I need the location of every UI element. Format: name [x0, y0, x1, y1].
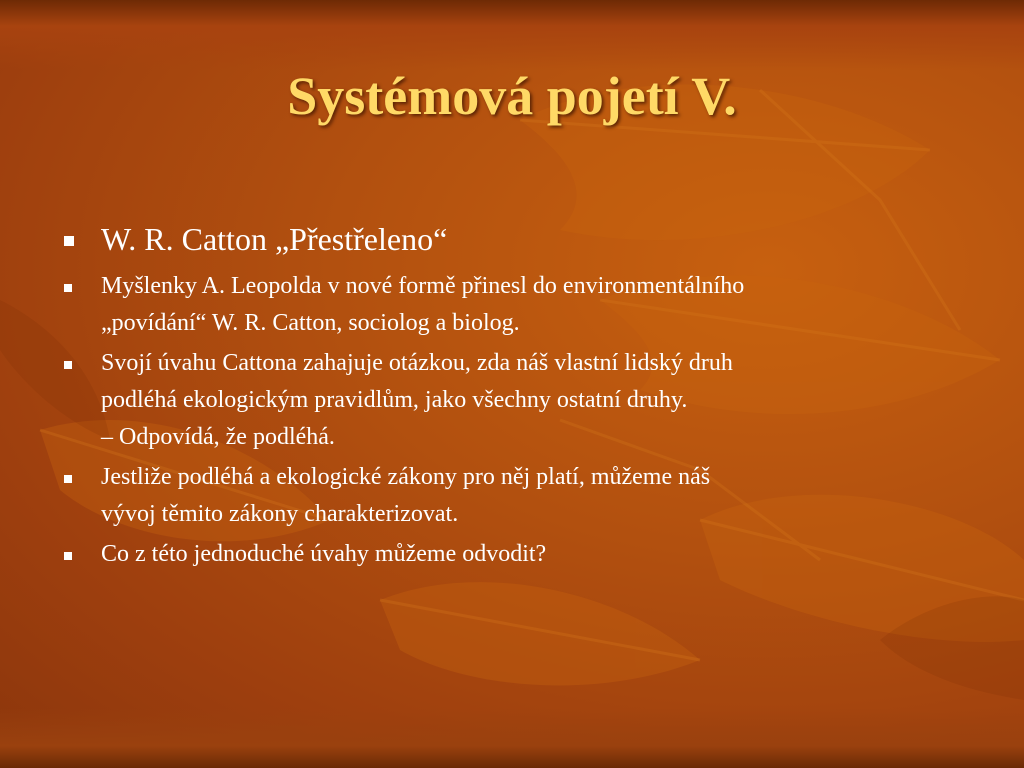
list-item-text: Svojí úvahu Cattona zahajuje otázkou, zda náš vlastní lidský druh: [101, 350, 733, 376]
list-item-text: Co z této jednoduché úvahy můžeme odvodit?: [101, 541, 547, 567]
list-item-text: „povídání“ W. R. Catton, sociolog a biolog.: [101, 310, 520, 336]
list-item: [60, 345, 960, 456]
list-item: [60, 536, 960, 573]
list-item: [60, 268, 960, 342]
square-bullet-icon: [64, 284, 72, 292]
list-item-text: vývoj těmito zákony charakterizovat.: [101, 501, 459, 527]
square-bullet-icon: [64, 475, 72, 483]
list-item-text: W. R. Catton „Přestřeleno“: [101, 221, 448, 257]
bullet-list: [60, 216, 960, 576]
list-item: [60, 459, 960, 533]
square-bullet-icon: [64, 236, 74, 246]
list-item-text: podléhá ekologickým pravidlům, jako všechny ostatní druhy.: [101, 387, 688, 413]
square-bullet-icon: [64, 361, 72, 369]
slide-title: Systémová pojetí V.: [287, 66, 737, 126]
list-item: [60, 216, 960, 262]
list-item-text: – Odpovídá, že podléhá.: [101, 424, 335, 450]
list-item-text: Jestliže podléhá a ekologické zákony pro něj platí, můžeme náš: [101, 464, 711, 490]
square-bullet-icon: [64, 552, 72, 560]
list-item-text: Myšlenky A. Leopolda v nové formě přinesl do environmentálního: [101, 273, 745, 299]
